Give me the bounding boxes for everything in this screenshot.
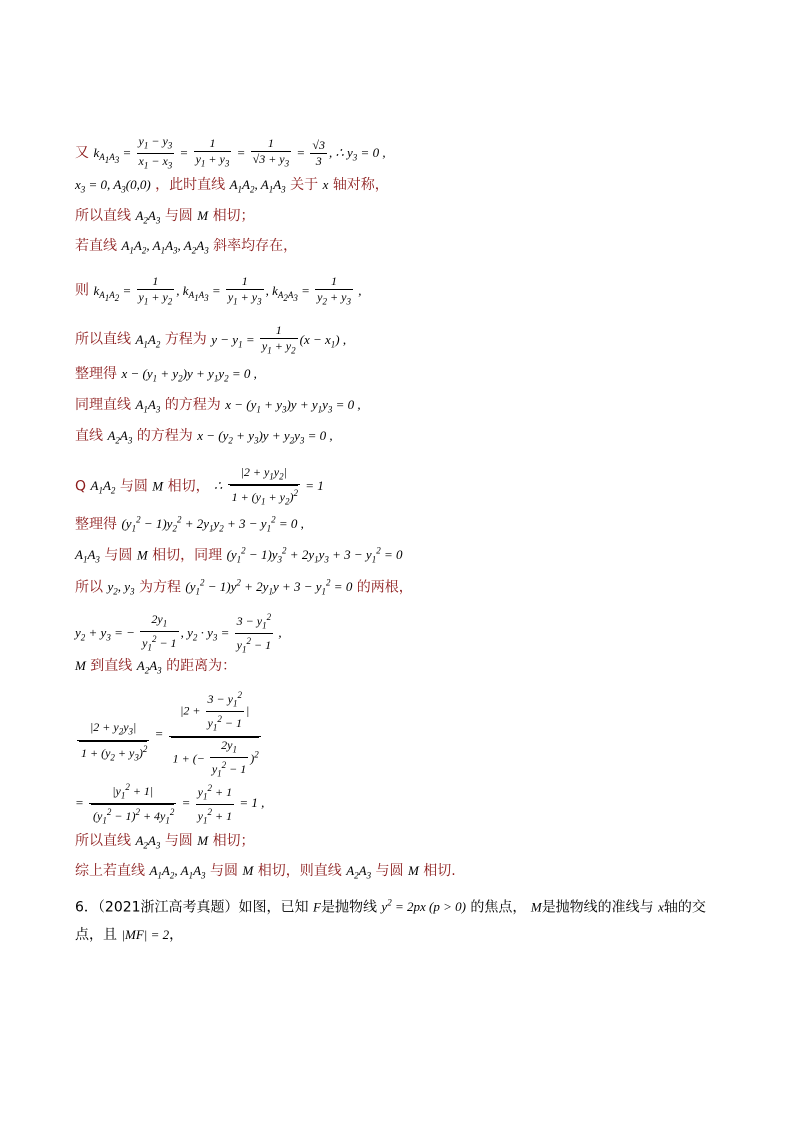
solution-line-18: 所以直线 $A_2A_3$ 与圆 M 相切； <box>75 833 255 851</box>
solution-line-2: $x_3 = 0$, $A_3(0,0)$ ，此时直线 $A_1A_2$, $A_1A_3$ 关于 x 轴对称， <box>75 177 389 195</box>
solution-line-16: $\frac{|2 + y_2y_3|}{1 + (y_2 + y_3)^2}$ = |2 + $\frac{3 - y_1^2}{y_1^2 - 1}$ | 1 + (− $\frac{2y_1}{y_1^2 - 1}$ )$^2$ <box>75 688 263 782</box>
solution-line-15: M 到直线 $A_2A_3$ 的距离为： <box>75 658 237 676</box>
solution-line-8: 同理直线 $A_1A_3$ 的方程为 $x - (y_1 + y_3)y + y_1y_3 = 0$ , <box>75 397 361 415</box>
solution-line-9: 直线 $A_2A_3$ 的方程为 $x - (y_2 + y_3)y + y_2y_3 = 0$ , <box>75 428 333 446</box>
solution-line-7: 整理得 $x - (y_1 + y_2)y + y_1y_2 = 0$ , <box>75 366 257 384</box>
solution-line-5: 则 $k_{A_1A_2}$ = $\frac{1}{y_1 + y_2}$ , $k_{A_1A_3}$ = $\frac{1}{y_1 + y_3}$ , $k_{A_2A_3}$ = $\frac{1}{y_2 + y_3}$ , <box>75 274 362 307</box>
solution-line-13: 所以 $y_2$, $y_3$ 为方程 $(y_1^2 - 1)y^2 + 2y_1y + 3 - y_1^2 = 0$ 的两根， <box>75 578 413 597</box>
solution-line-10: Q $A_1A_2$ 与圆 M 相切， ∴ $\frac{|2 + y_1y_2|}{1 + (y_1 + y_2)^2}$ = 1 <box>75 465 324 510</box>
solution-line-4: 若直线 $A_1A_2$, $A_1A_3$, $A_2A_3$ 斜率均存在， <box>75 238 298 256</box>
solution-line-12: $A_1A_3$ 与圆 M 相切，同理 $(y_1^2 - 1)y_3^2 + 2y_1y_3 + 3 - y_1^2 = 0$ <box>75 546 403 565</box>
question-6-line-2: 点，且 |MF| = 2， <box>75 927 184 943</box>
solution-line-1: 又 $k_{A_1A_3}$ = $\frac{y_1 - y_3}{x_1 - x_3}$ = $\frac{1}{y_1 + y_3}$ = $\frac{1}{√3 + y_3}$ = $\frac{√3}{3}$ , ∴ $y_3 = 0$ , <box>75 134 386 171</box>
solution-line-19: 综上若直线 $A_1A_2$, $A_1A_3$ 与圆 M 相切，则直线 $A_2A_3$ 与圆 M 相切. <box>75 863 456 881</box>
math-expression: $k_{A_1A_3}$ = $\frac{y_1 - y_3}{x_1 - x_3}$ = $\frac{1}{y_1 + y_3}$ = $\frac{1}{√3 + y_3}$ = $\frac{√3}{3}$ , ∴ $y_3 = 0$ , <box>93 134 386 171</box>
solution-line-6: 所以直线 $A_1A_2$ 方程为 $y - y_1$ = $\frac{1}{y_1 + y_2}$ $(x - x_1)$ , <box>75 323 347 356</box>
solution-line-14: $y_2 + y_3$ = − $\frac{2y_1}{y_1^2 - 1}$ , $y_2 \cdot y_3$ = $\frac{3 - y_1^2}{y_1^2 - 1}$ , <box>75 612 282 655</box>
solution-line-17: = $\frac{|y_1^2 + 1|}{(y_1^2 - 1)^2 + 4y_1^2}$ = $\frac{y_1^2 + 1}{y_1^2 + 1}$ = 1 , <box>75 780 264 829</box>
solution-line-11: 整理得 $(y_1^2 - 1)y_2^2 + 2y_1y_2 + 3 - y_1^2 = 0$ , <box>75 515 304 534</box>
solution-line-3: 所以直线 $A_2A_3$ 与圆 M 相切； <box>75 208 255 226</box>
question-6-line-1: 6．（2021浙江高考真题）如图，已知 F是抛物线 $y^2 = 2px$ (p > 0) 的焦点， M是抛物线的准线与 x轴的交 <box>75 898 706 916</box>
